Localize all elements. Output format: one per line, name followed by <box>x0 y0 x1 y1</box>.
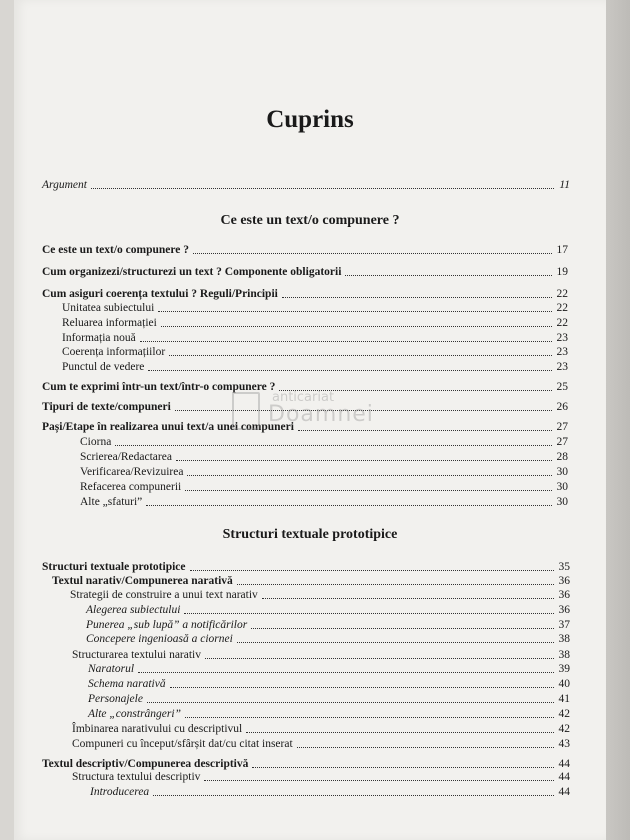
toc-entry-label: Structura textului descriptiv <box>72 771 201 783</box>
leader-dots <box>193 253 552 254</box>
toc-entry-page: 44 <box>558 786 570 798</box>
leader-dots <box>246 732 554 733</box>
leader-dots <box>169 355 552 356</box>
watermark-line2: Doamnei <box>268 402 374 427</box>
toc-entry <box>86 618 570 632</box>
section-heading-2: Structuri textuale prototipice <box>222 527 398 542</box>
leader-dots <box>91 188 554 189</box>
toc-entry-page: 23 <box>556 346 568 358</box>
toc-entry <box>62 316 568 330</box>
toc-entry-label: Textul descriptiv/Compunerea descriptivă <box>42 758 249 770</box>
watermark-logo <box>232 390 412 440</box>
toc-entry-page: 30 <box>556 481 568 493</box>
toc-entry <box>80 480 568 494</box>
toc-entry <box>42 265 568 279</box>
leader-dots <box>282 297 552 298</box>
toc-entry-label: Pași/Etape în realizarea unui text/a unei compuneri <box>42 421 294 433</box>
toc-entry-argument <box>42 178 570 192</box>
toc-entry-page: 43 <box>558 738 570 750</box>
toc-entry-label: Reluarea informației <box>62 317 157 329</box>
toc-entry-label: Ce este un text/o compunere ? <box>42 244 190 256</box>
toc-entry <box>52 574 570 588</box>
toc-entry-page: 17 <box>556 244 568 256</box>
toc-entry-label: Tipuri de texte/compuneri <box>42 401 171 413</box>
toc-entry-page: 27 <box>556 421 568 433</box>
toc-entry <box>42 243 568 257</box>
toc-entry-page: 23 <box>556 361 568 373</box>
toc-entry <box>80 495 568 509</box>
toc-entry-label: Punerea „sub lupă” a notificărilor <box>86 619 248 631</box>
leader-dots <box>251 628 554 629</box>
leader-dots <box>262 598 554 599</box>
toc-entry-label: Unitatea subiectului <box>62 302 155 314</box>
toc-entry <box>62 345 568 359</box>
toc-entry <box>88 692 570 706</box>
leader-dots <box>147 702 554 703</box>
toc-entry <box>62 301 568 315</box>
toc-entry <box>88 677 570 691</box>
toc-entry-label: Îmbinarea narativului cu descriptivul <box>72 723 243 735</box>
toc-entry-label: Refacerea compunerii <box>80 481 182 493</box>
leader-dots <box>170 687 554 688</box>
toc-entry-label: Cum organizezi/structurezi un text ? Componente obligatorii <box>42 266 342 278</box>
toc-entry-label: Punctul de vedere <box>62 361 145 373</box>
toc-entry-page: 22 <box>556 302 568 314</box>
watermark-line1: anticariat <box>272 390 335 405</box>
book-icon <box>232 392 260 430</box>
toc-entry-page: 42 <box>558 723 570 735</box>
toc-entry-label: Personajele <box>88 693 143 705</box>
toc-entry <box>86 603 570 617</box>
leader-dots <box>138 672 554 673</box>
toc-entry-page: 38 <box>558 633 570 645</box>
toc-entry <box>72 737 570 751</box>
toc-entry-label: Compuneri cu început/sfârșit dat/cu citat inserat <box>72 738 293 750</box>
leader-dots <box>176 460 552 461</box>
toc-entry-label: Coerența informațiilor <box>62 346 166 358</box>
toc-entry-label: Structurarea textului narativ <box>72 649 202 661</box>
leader-dots <box>158 311 552 312</box>
toc-entry-page: 30 <box>556 496 568 508</box>
toc-entry-page: 42 <box>558 708 570 720</box>
toc-entry-label: Alte „constrângeri” <box>88 708 181 720</box>
toc-entry-page: 36 <box>558 575 570 587</box>
toc-entry-page: 36 <box>558 604 570 616</box>
toc-entry-page: 28 <box>556 451 568 463</box>
toc-entry <box>90 785 570 799</box>
page-title: Cuprins <box>266 106 354 133</box>
leader-dots <box>187 475 552 476</box>
leader-dots <box>205 658 554 659</box>
toc-entry <box>62 331 568 345</box>
toc-entry <box>88 707 570 721</box>
toc-entry-label: Cum te exprimi într-un text/într-o compunere ? <box>42 381 276 393</box>
toc-entry-page: 41 <box>558 693 570 705</box>
leader-dots <box>185 717 554 718</box>
toc-entry-label: Verificarea/Revizuirea <box>80 466 184 478</box>
toc-entry-page: 40 <box>558 678 570 690</box>
toc-entry-page: 35 <box>558 561 570 573</box>
toc-entry-label: Concepere ingenioasă a ciornei <box>86 633 233 645</box>
toc-entry-page: 22 <box>556 288 568 300</box>
toc-entry-label: Informația nouă <box>62 332 136 344</box>
toc-entry <box>62 360 568 374</box>
toc-entry <box>72 770 570 784</box>
toc-entry-page: 36 <box>558 589 570 601</box>
toc-entry-label: Structuri textuale prototipice <box>42 561 186 573</box>
leader-dots <box>184 613 554 614</box>
toc-entry <box>86 632 570 646</box>
leader-dots <box>237 642 554 643</box>
toc-entry-label: Ciorna <box>80 436 112 448</box>
leader-dots <box>153 795 554 796</box>
toc-entry-label: Schema narativă <box>88 678 166 690</box>
leader-dots <box>161 326 552 327</box>
leader-dots <box>297 747 554 748</box>
toc-entry-page: 39 <box>558 663 570 675</box>
toc-entry <box>70 588 570 602</box>
toc-entry-label: Argument <box>42 179 87 191</box>
toc-entry-page: 22 <box>556 317 568 329</box>
toc-entry <box>80 450 568 464</box>
toc-entry-page: 27 <box>556 436 568 448</box>
toc-entry-label: Strategii de construire a unui text narativ <box>70 589 258 601</box>
section-heading-1: Ce este un text/o compunere ? <box>220 213 400 228</box>
toc-entry <box>88 662 570 676</box>
toc-entry <box>72 722 570 736</box>
leader-dots <box>185 490 552 491</box>
toc-entry-page: 37 <box>558 619 570 631</box>
leader-dots <box>146 505 552 506</box>
toc-entry-page: 19 <box>556 266 568 278</box>
toc-entry <box>42 757 570 771</box>
toc-entry-label: Introducerea <box>90 786 150 798</box>
toc-entry <box>72 648 570 662</box>
leader-dots <box>148 370 552 371</box>
toc-entry-page: 26 <box>556 401 568 413</box>
toc-entry-page: 11 <box>559 179 570 191</box>
toc-entry <box>80 465 568 479</box>
toc-entry-label: Scrierea/Redactarea <box>80 451 172 463</box>
leader-dots <box>140 341 552 342</box>
toc-entry-label: Textul narativ/Compunerea narativă <box>52 575 233 587</box>
toc-entry-label: Naratorul <box>88 663 135 675</box>
toc-entry-page: 30 <box>556 466 568 478</box>
toc-entry-page: 38 <box>558 649 570 661</box>
leader-dots <box>237 584 554 585</box>
toc-entry-page: 25 <box>556 381 568 393</box>
toc-entry-page: 44 <box>558 771 570 783</box>
toc-entry-label: Alegerea subiectului <box>86 604 181 616</box>
toc-entry <box>42 560 570 574</box>
leader-dots <box>115 445 552 446</box>
toc-entry-page: 44 <box>558 758 570 770</box>
leader-dots <box>190 570 554 571</box>
toc-entry <box>42 287 568 301</box>
toc-entry-page: 23 <box>556 332 568 344</box>
leader-dots <box>252 767 554 768</box>
leader-dots <box>345 275 552 276</box>
leader-dots <box>204 780 554 781</box>
toc-entry-label: Alte „sfaturi” <box>80 496 143 508</box>
toc-entry-label: Cum asiguri coerența textului ? Reguli/Principii <box>42 288 278 300</box>
